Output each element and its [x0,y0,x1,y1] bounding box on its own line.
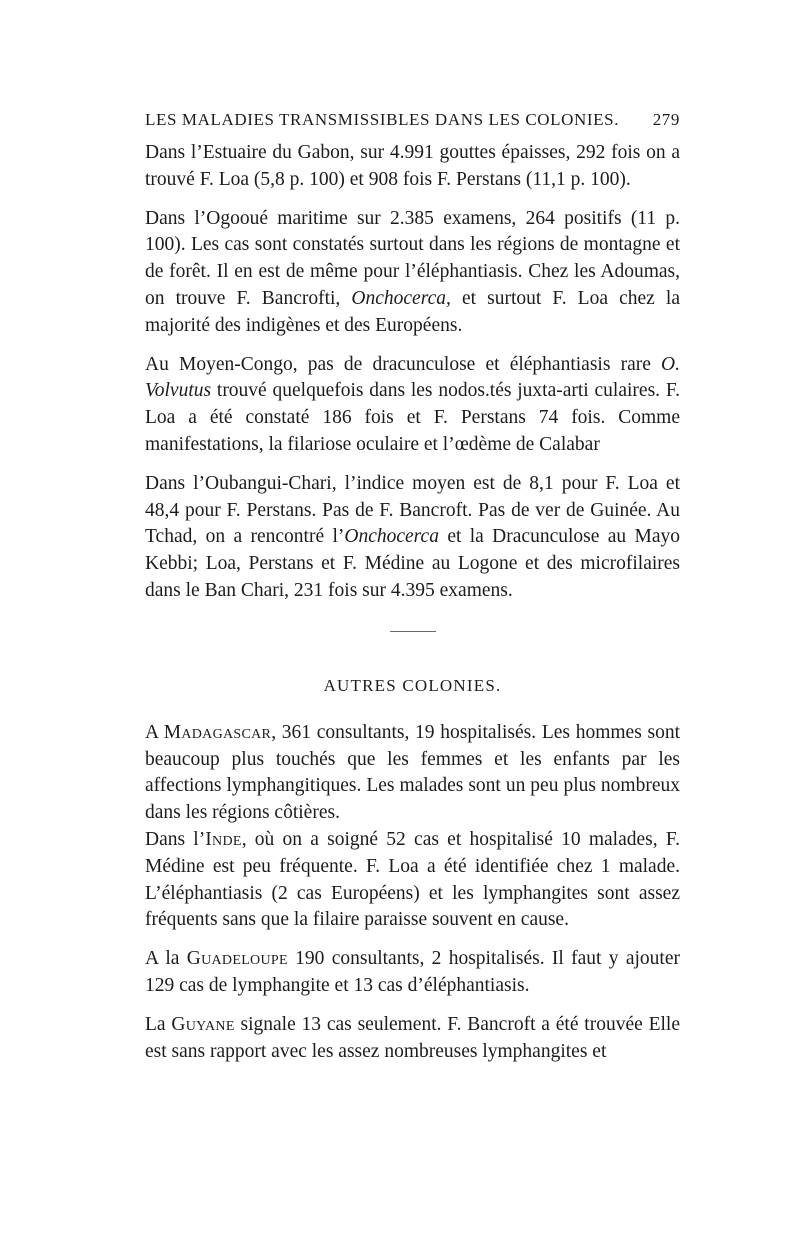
paragraph-ogooue [145,206,680,340]
paragraph-madagascar-place: Madagascar [163,721,272,743]
paragraph-ogooue-text-1: Dans l’Ogooué maritime sur 2.385 examens, 264 positifs (11 p. 100). Les cas sont constatés surtout dans les régions de montagne et de forêt. Il en est de même pour l’éléphantiasis. Chez les Adoumas, on trouve F. Bancrofti, [145,207,680,309]
paragraph-ogooue-text-2: et surtout F. Loa chez la majorité des indigènes et des Européens. [145,287,680,336]
paragraph-madagascar-pre: A [145,721,164,743]
paragraph-guyane-text: signale 13 cas seulement. F. Bancroft a été trouvée Elle est sans rapport avec les assez nombreuses lymphangites et [145,1013,680,1062]
paragraph-moyen-congo [145,352,680,459]
paragraph-oubangui-italic: Onchocerca [344,526,439,548]
paragraph-guadeloupe-pre: A la [145,948,187,970]
paragraph-inde [145,827,680,934]
page-number: 279 [652,110,680,129]
section-divider [390,631,436,632]
paragraph-oubangui-text-1: Dans l’Oubangui-Chari, l’indice moyen est de 8,1 pour F. Loa et 48,4 pour F. Perstans. Pas de F. Bancroft. Pas de ver de Guinée. Au Tchad, on a rencontré l’ [145,472,680,548]
paragraph-oubangui-chari [145,471,680,605]
paragraph-guadeloupe-text: 190 consultants, 2 hospitalisés. Il faut y ajouter 129 cas de lymphangite et 13 cas d’éléphantiasis. [145,948,680,996]
paragraph-madagascar-text: , 361 consultants, 19 hospitalisés. Les hommes sont beaucoup plus touchés que les femmes et les enfants par les affections lymphangitiques. Les malades sont un peu plus nombreux dans les régions côtières. [145,721,680,824]
section-title: AUTRES COLONIES. [323,675,502,695]
paragraph-moyen-congo-italic: O. Volvutus [145,353,680,402]
paragraph-moyen-congo-text-2: trouvé quelquefois dans les nodos.tés juxta-arti culaires. F. Loa a été constaté 186 fois et F. Perstans 74 fois. Comme manifestations, la filariose oculaire et l’œdème de Calabar [145,380,680,455]
paragraph-ogooue-italic: Onchocerca, [351,287,451,309]
paragraph-guyane-pre: La [145,1013,172,1035]
running-head [145,108,680,132]
running-title: LES MALADIES TRANSMISSIBLES DANS LES COLONIES. [145,110,620,129]
paragraph-oubangui-text-2: et la Dracunculose au Mayo Kebbi; Loa, Perstans et F. Médine au Logone et des microfilaires dans le Ban Chari, 231 fois sur 4.395 examens. [145,526,681,601]
paragraph-moyen-congo-text-1: Au Moyen-Congo, pas de dracunculose et éléphantiasis rare [145,353,662,375]
paragraph-gabon: Dans l’Estuaire du Gabon, sur 4.991 gouttes épaisses, 292 fois on a trouvé F. Loa (5,8 p. 100) et 908 fois F. Perstans (11,1 p. 100). [145,142,680,190]
paragraph-guyane [145,1012,680,1066]
paragraph-guadeloupe-place: Guadeloupe [186,948,288,970]
paragraph-inde-text: , où on a soigné 52 cas et hospitalisé 10 malades, F. Médine est peu fréquente. F. Loa a été identifiée chez 1 malade. L’éléphantiasis (2 cas Européens) et les lymphangites sont assez fréquents sans que la filaire paraisse souvent en cause. [145,828,680,931]
book-page [145,108,680,1065]
paragraph-guadeloupe [145,946,680,1000]
paragraph-guyane-place: Guyane [171,1013,235,1035]
paragraph-inde-place: Inde [205,828,242,850]
paragraph-madagascar [145,720,680,827]
paragraph-inde-pre: Dans l’ [145,828,206,850]
